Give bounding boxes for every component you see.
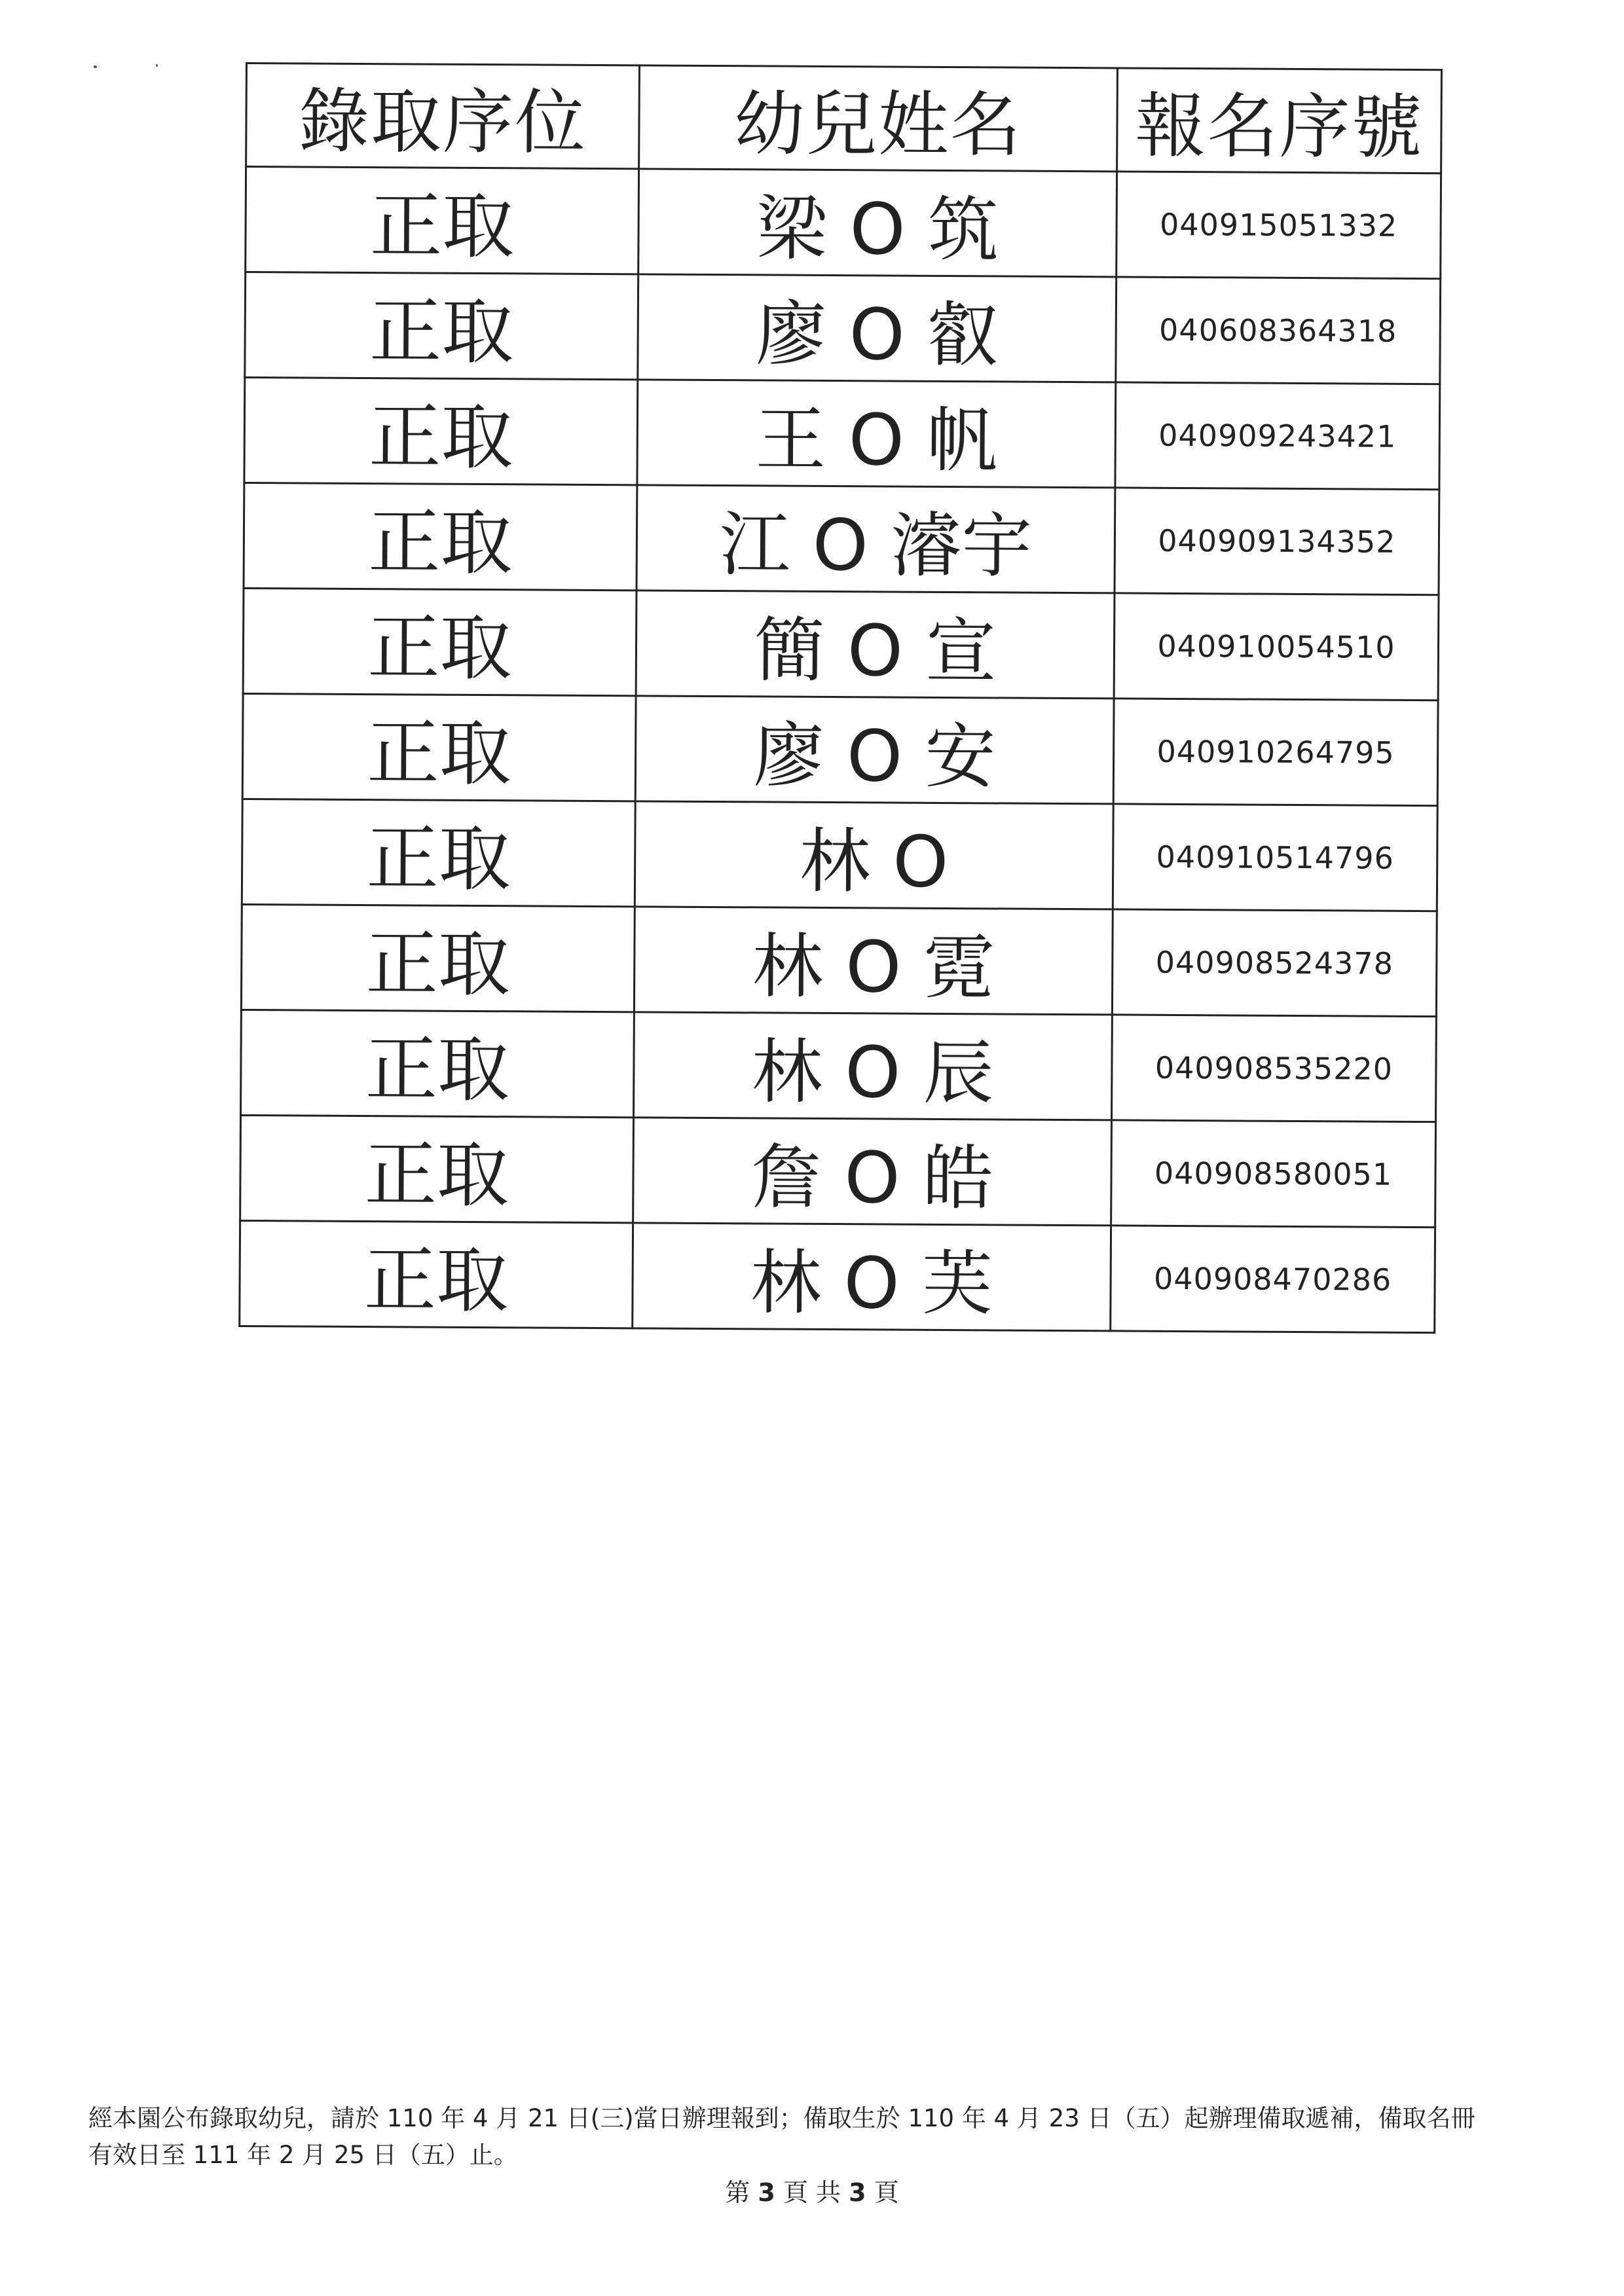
registration-number-cell: 040915051332 bbox=[1116, 172, 1441, 279]
child-name-cell: 梁 O 筑 bbox=[638, 169, 1117, 277]
admission-status-cell: 正取 bbox=[244, 378, 638, 485]
child-name-cell: 廖 O 叡 bbox=[638, 274, 1116, 382]
table-row bbox=[240, 1220, 1435, 1332]
page-mid: 頁 共 bbox=[783, 2178, 841, 2207]
page-total: 3 bbox=[849, 2178, 866, 2207]
registration-number-cell: 040910054510 bbox=[1114, 593, 1439, 701]
table-row bbox=[241, 904, 1437, 1016]
admission-status-cell: 正取 bbox=[241, 904, 635, 1011]
admission-status-cell: 正取 bbox=[246, 167, 639, 274]
table-row bbox=[244, 483, 1439, 594]
page-current: 3 bbox=[758, 2178, 775, 2207]
admission-notice bbox=[88, 2100, 1555, 2174]
registration-number-cell: 040910514796 bbox=[1113, 804, 1437, 911]
registration-number-cell: 040608364318 bbox=[1116, 277, 1441, 384]
header-registration-no: 報名序號 bbox=[1117, 68, 1442, 173]
child-name-cell: 江 O 濬宇 bbox=[637, 485, 1115, 593]
child-name-cell: 林 O 霓 bbox=[634, 907, 1113, 1015]
table-row bbox=[242, 799, 1437, 911]
registration-number-cell: 040908580051 bbox=[1111, 1120, 1436, 1228]
table-row bbox=[244, 378, 1440, 490]
child-name-cell: 詹 O 皓 bbox=[633, 1118, 1112, 1226]
admission-status-cell: 正取 bbox=[240, 1220, 633, 1328]
registration-number-cell: 040909134352 bbox=[1115, 488, 1439, 595]
admission-status-cell: 正取 bbox=[245, 272, 638, 380]
child-name-cell: 林 O 芙 bbox=[633, 1223, 1111, 1331]
table-row bbox=[245, 272, 1441, 384]
admission-status-cell: 正取 bbox=[242, 693, 636, 801]
table-row bbox=[246, 167, 1441, 279]
registration-number-cell: 040908470286 bbox=[1111, 1226, 1435, 1333]
table-row bbox=[243, 588, 1439, 700]
registration-number-cell: 040909243421 bbox=[1115, 382, 1440, 490]
page-suffix: 頁 bbox=[874, 2178, 899, 2207]
admission-status-cell: 正取 bbox=[244, 483, 637, 590]
child-name-cell: 廖 O 安 bbox=[635, 696, 1114, 804]
table-row bbox=[240, 1115, 1436, 1227]
child-name-cell: 簡 O 宣 bbox=[636, 591, 1115, 699]
scan-speck bbox=[156, 64, 158, 67]
page-prefix: 第 bbox=[725, 2178, 750, 2207]
table-header-row bbox=[246, 64, 1442, 173]
header-child-name: 幼兒姓名 bbox=[639, 65, 1118, 172]
admission-status-cell: 正取 bbox=[243, 588, 637, 695]
admission-table bbox=[238, 62, 1443, 1334]
table-row bbox=[242, 693, 1438, 805]
child-name-cell: 林 O 辰 bbox=[634, 1012, 1113, 1120]
admission-status-cell: 正取 bbox=[242, 799, 635, 906]
table-row bbox=[241, 1010, 1437, 1121]
header-status: 錄取序位 bbox=[246, 64, 640, 169]
notice-line-1: 經本園公布錄取幼兒，請於 110 年 4 月 21 日(三)當日辦理報到；備取生於 110 年 4 月 23 日（五）起辦理備取遞補，備取名冊 bbox=[88, 2104, 1475, 2132]
child-name-cell: 林 O bbox=[635, 801, 1113, 909]
page-number bbox=[0, 2172, 1624, 2208]
notice-line-2: 有效日至 111 年 2 月 25 日（五）止。 bbox=[88, 2141, 518, 2169]
registration-number-cell: 040910264795 bbox=[1113, 699, 1438, 806]
admission-status-cell: 正取 bbox=[240, 1115, 634, 1222]
scan-speck bbox=[94, 65, 97, 68]
child-name-cell: 王 O 帆 bbox=[637, 380, 1116, 488]
admission-status-cell: 正取 bbox=[241, 1010, 635, 1117]
registration-number-cell: 040908524378 bbox=[1112, 909, 1437, 1017]
registration-number-cell: 040908535220 bbox=[1111, 1015, 1436, 1122]
